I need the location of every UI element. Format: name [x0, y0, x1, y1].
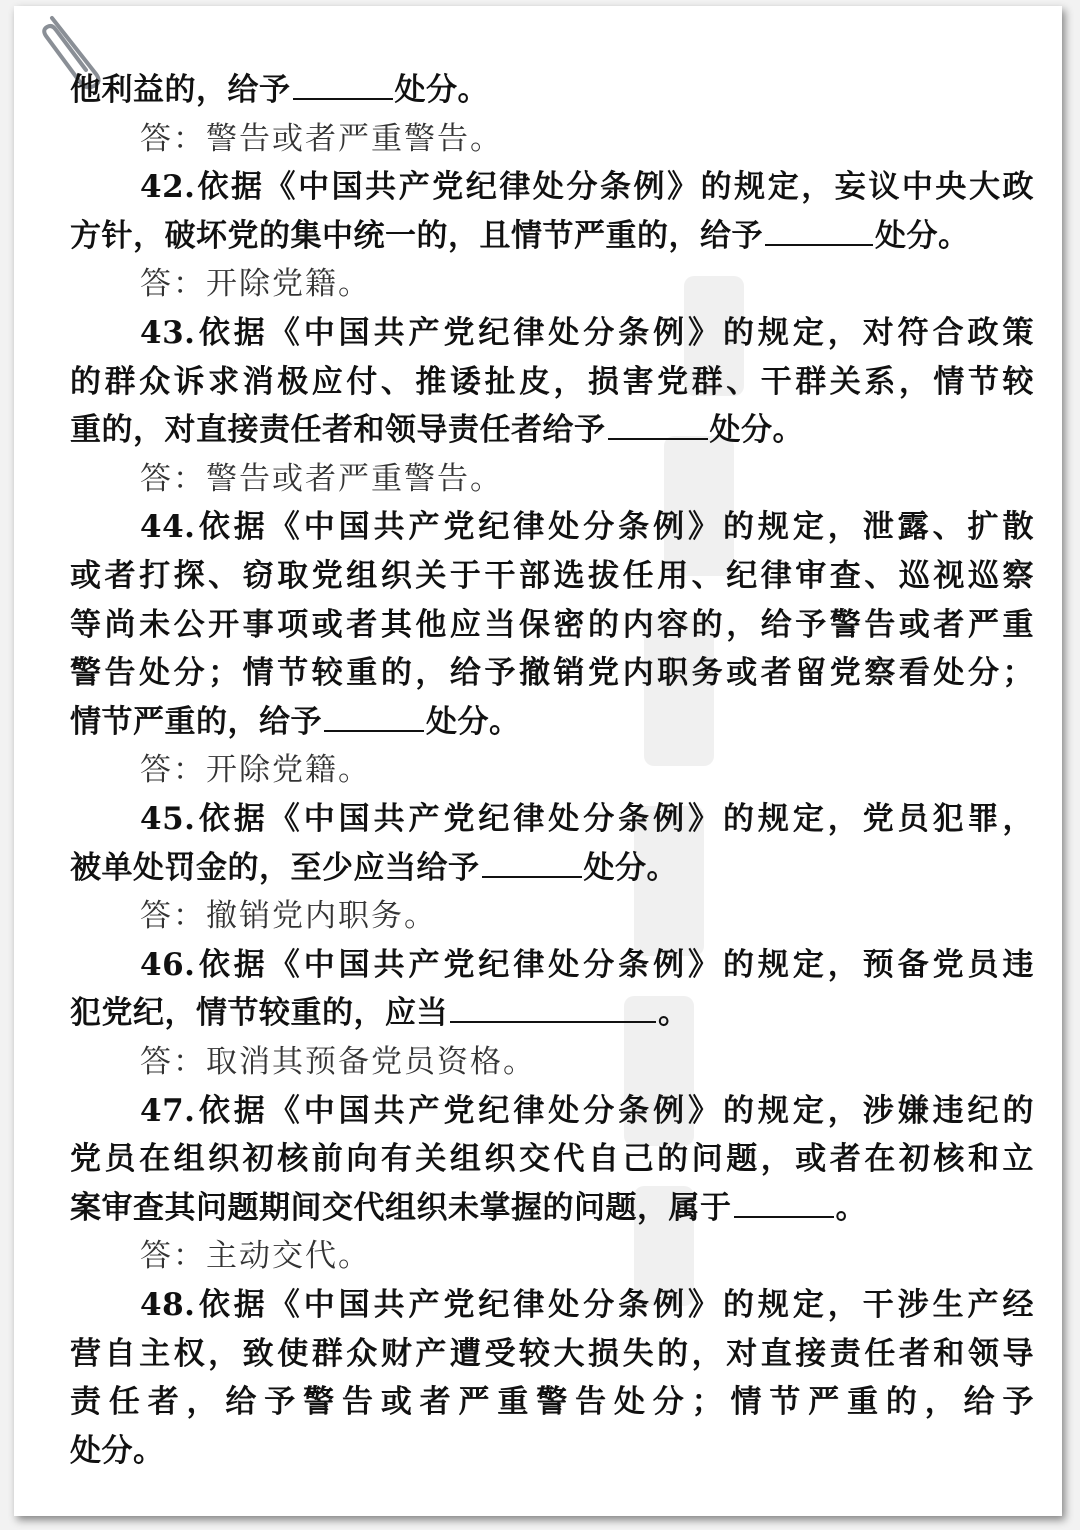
- question-line: [140, 795, 1034, 843]
- question-text: 处分。: [394, 72, 489, 108]
- question-text: 44.依据《中国共产党纪律处分条例》的规定，泄露、扩散: [140, 509, 1034, 546]
- question-line: [140, 309, 1034, 357]
- answer-text: 答：警告或者严重警告。: [140, 120, 503, 157]
- document-page: [14, 6, 1062, 1516]
- question-line: [70, 358, 1034, 406]
- question-text: 处分。: [875, 217, 970, 254]
- fill-in-blank: [324, 700, 424, 732]
- question-text: 47.依据《中国共产党纪律处分条例》的规定，涉嫌违纪的: [140, 1092, 1034, 1129]
- answer-line: [140, 746, 371, 794]
- question-line: [70, 1135, 1034, 1183]
- answer-text: 答：警告或者严重警告。: [140, 460, 503, 497]
- fill-in-blank: [482, 846, 582, 878]
- fill-in-blank: [765, 214, 873, 246]
- question-line: [70, 1184, 867, 1232]
- question-text: 被单处罚金的，至少应当给予: [70, 849, 480, 886]
- question-text: 43.依据《中国共产党纪律处分条例》的规定，对符合政策: [140, 315, 1034, 351]
- question-line: [70, 406, 804, 454]
- question-line: [70, 989, 690, 1037]
- question-line: [140, 503, 1034, 551]
- question-text: 营自主权，致使群众财产遭受较大损失的，对直接责任者和领导: [70, 1335, 1034, 1372]
- answer-line: [140, 892, 437, 940]
- question-text: 处分。: [70, 1432, 165, 1469]
- answer-line: [140, 260, 371, 308]
- question-line: [70, 552, 1034, 600]
- question-line: [140, 941, 1034, 989]
- question-text: 党员在组织初核前向有关组织交代自己的问题，或者在初核和立: [70, 1141, 1034, 1178]
- question-text: 42.依据《中国共产党纪律处分条例》的规定，妄议中央大政: [140, 169, 1034, 206]
- fill-in-blank: [608, 408, 708, 440]
- answer-text: 答：撤销党内职务。: [140, 898, 437, 935]
- answer-text: 答：主动交代。: [140, 1238, 371, 1275]
- answer-text: 答：开除党籍。: [140, 752, 371, 789]
- question-text: 46.依据《中国共产党纪律处分条例》的规定，预备党员违: [140, 946, 1034, 983]
- question-text: 情节严重的，给予: [70, 703, 322, 740]
- question-text: 。: [658, 995, 690, 1032]
- question-text: 。: [835, 1189, 867, 1226]
- question-text: 的群众诉求消极应付、推诿扯皮，损害党群、干群关系，情节较: [70, 363, 1034, 400]
- question-text: 责任者，给予警告或者严重警告处分；情节严重的，给予: [70, 1384, 1034, 1421]
- question-text: 方针，破坏党的集中统一的，且情节严重的，给予: [70, 217, 763, 254]
- question-line: [70, 698, 521, 746]
- question-line: [140, 163, 1034, 211]
- answer-line: [140, 1232, 371, 1280]
- fill-in-blank: [734, 1186, 834, 1218]
- question-text: 处分。: [426, 703, 521, 740]
- question-line: [70, 601, 1034, 649]
- question-line: [140, 1087, 1034, 1135]
- question-text: 处分。: [583, 849, 678, 886]
- question-text: 警告处分；情节较重的，给予撤销党内职务或者留党察看处分；: [70, 655, 1034, 692]
- question-line: [70, 1378, 1034, 1426]
- fill-in-blank: [293, 68, 393, 100]
- question-text: 45.依据《中国共产党纪律处分条例》的规定，党员犯罪，: [140, 801, 1034, 837]
- question-text: 等尚未公开事项或者其他应当保密的内容的，给予警告或者严重: [70, 606, 1034, 643]
- question-line: [70, 649, 1034, 697]
- question-text: 重的，对直接责任者和领导责任者给予: [70, 412, 606, 449]
- fill-in-blank: [450, 991, 656, 1023]
- question-text: 犯党纪，情节较重的，应当: [70, 995, 448, 1032]
- question-text: 或者打探、窃取党组织关于干部选拔任用、纪律审查、巡视巡察: [70, 558, 1034, 594]
- answer-text: 答：开除党籍。: [140, 266, 371, 303]
- question-text: 案审查其问题期间交代组织未掌握的问题，属于: [70, 1189, 732, 1226]
- question-text: 他利益的，给予: [70, 72, 291, 108]
- question-text: 处分。: [709, 412, 804, 449]
- question-line: [70, 1427, 165, 1475]
- question-line: [70, 1330, 1034, 1378]
- question-line: [70, 212, 970, 260]
- question-line: [140, 1281, 1034, 1329]
- question-text: 48.依据《中国共产党纪律处分条例》的规定，干涉生产经: [140, 1287, 1034, 1323]
- answer-text: 答：取消其预备党员资格。: [140, 1044, 536, 1080]
- answer-line: [140, 115, 503, 163]
- question-line: [70, 844, 678, 892]
- answer-line: [140, 1038, 536, 1086]
- question-line: [70, 66, 489, 114]
- answer-line: [140, 455, 503, 503]
